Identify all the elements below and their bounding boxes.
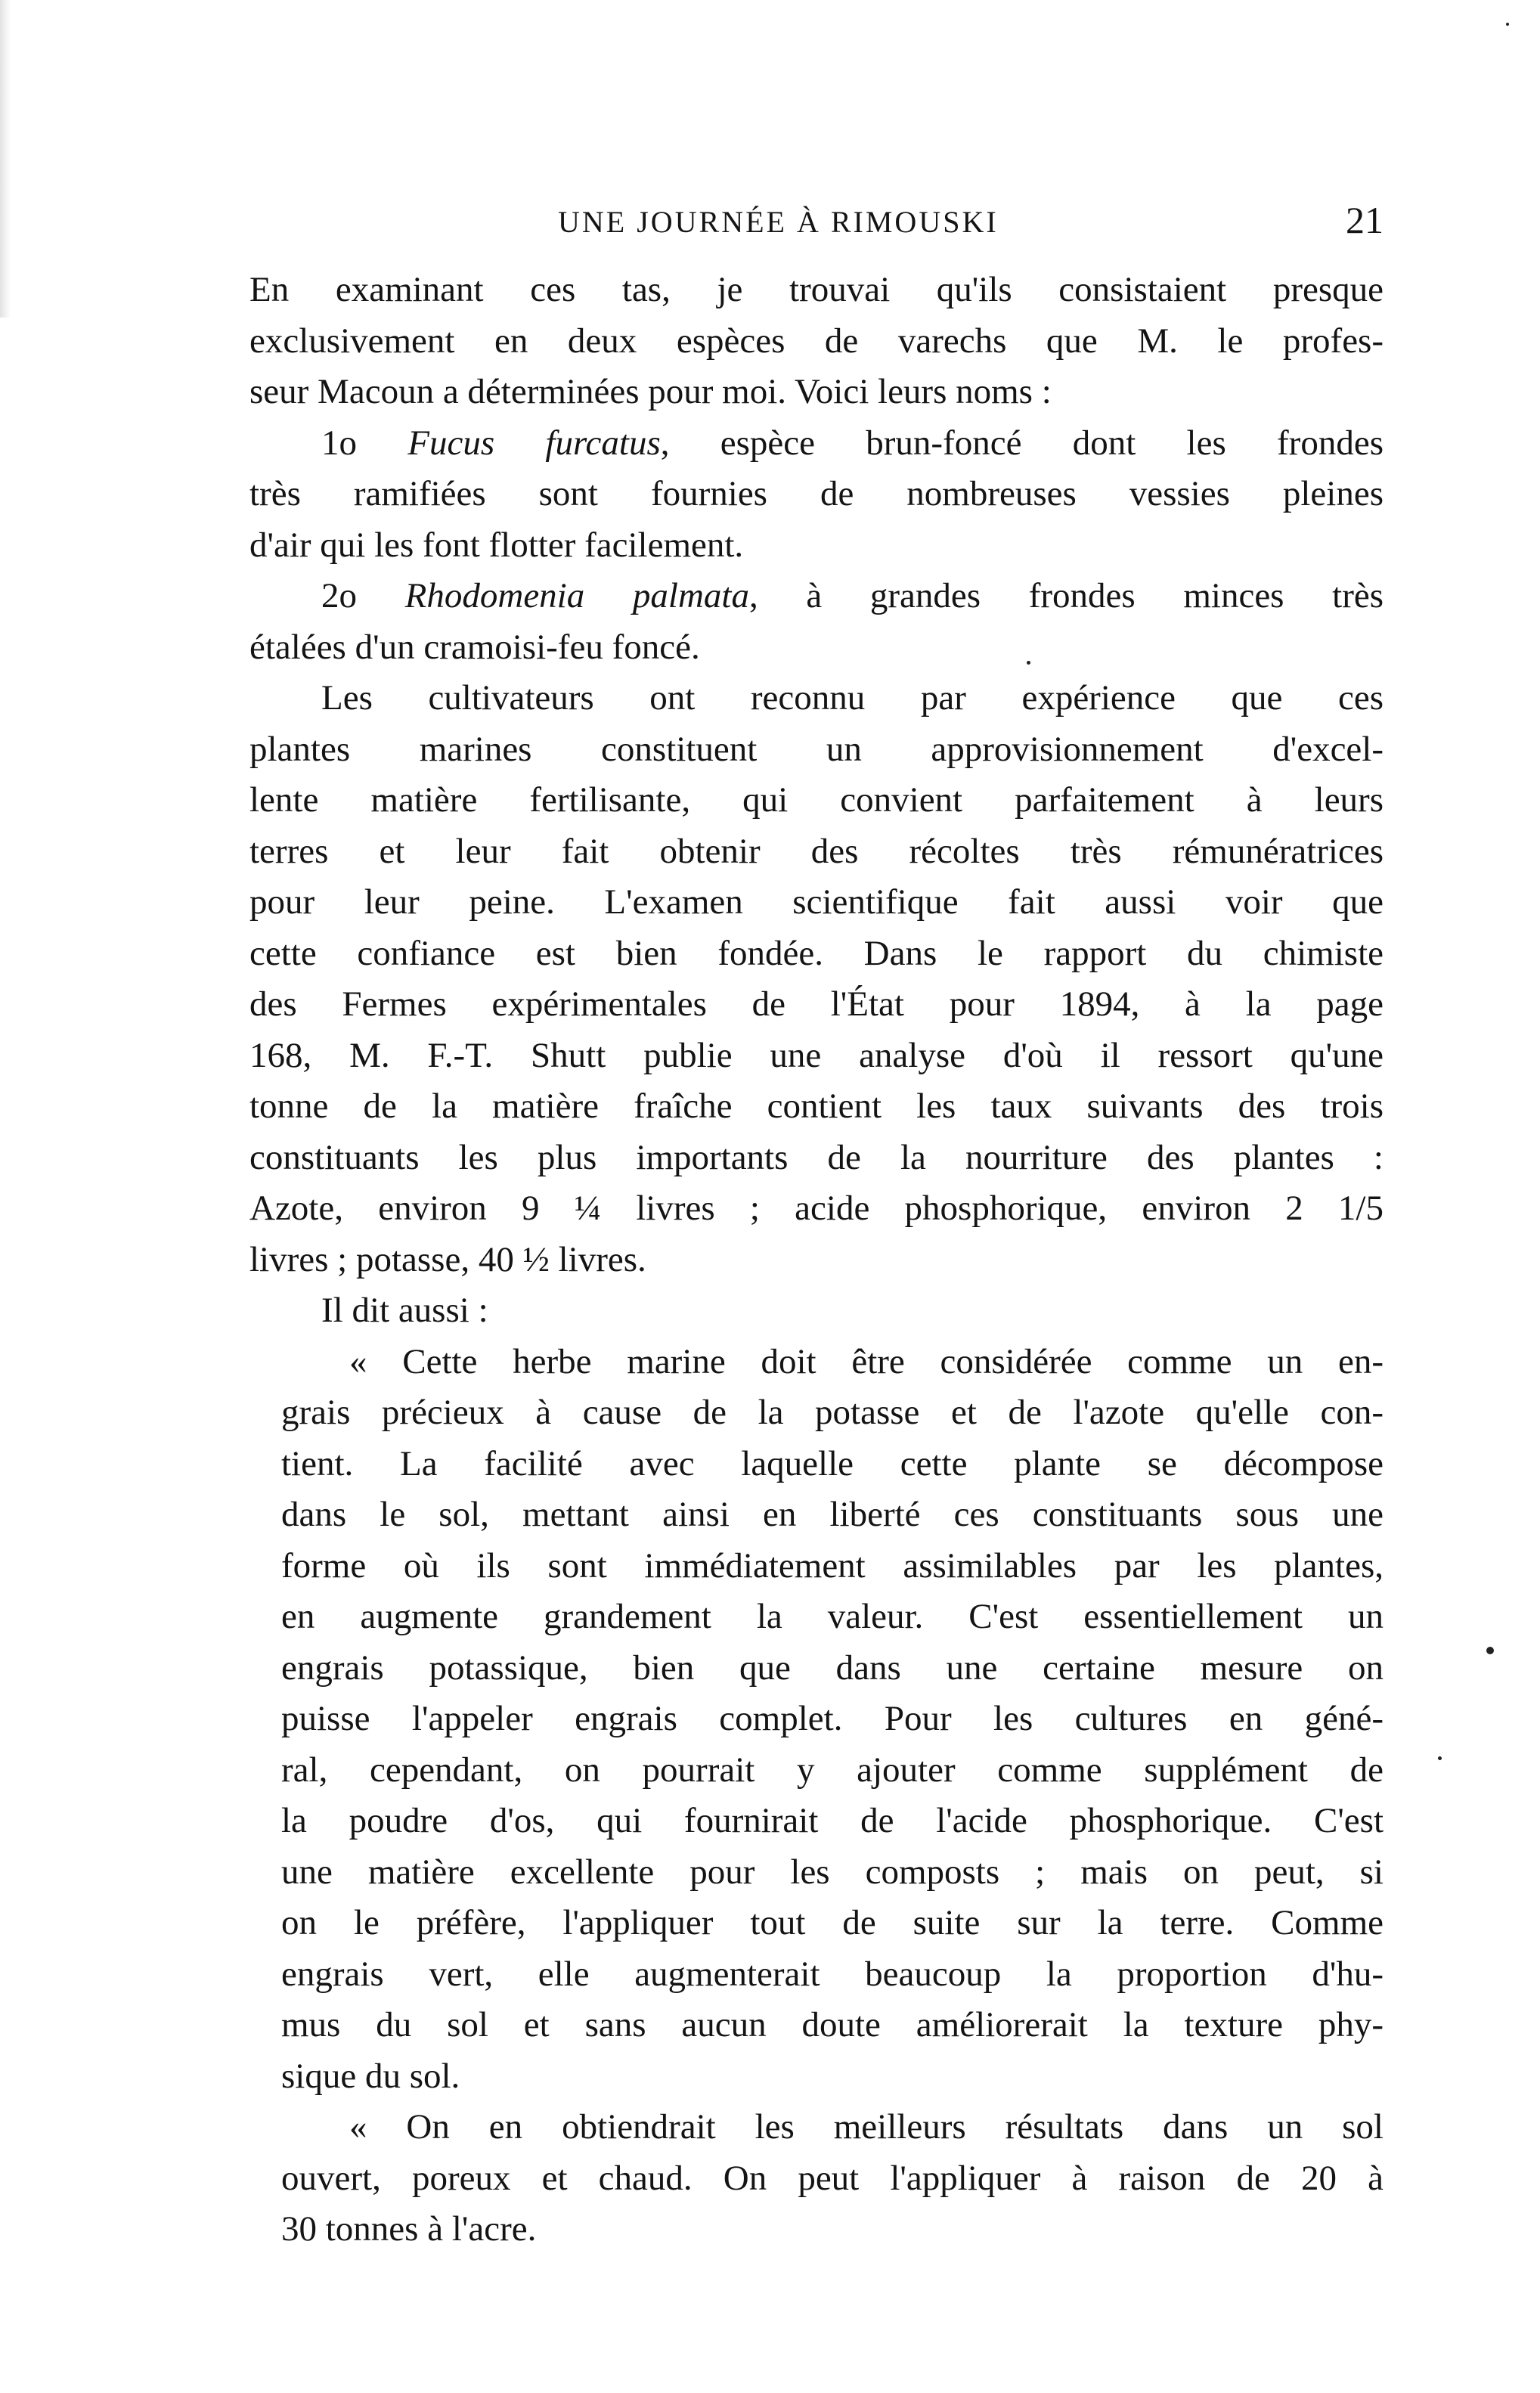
ink-speck xyxy=(1027,661,1030,665)
text-line: ral, cependant, on pourrait y ajouter comme supplément de xyxy=(281,1750,1384,1790)
text-line: on le préfère, l'appliquer tout de suite sur la terre. Comme xyxy=(281,1903,1384,1942)
running-title: UNE JOURNÉE À RIMOUSKI xyxy=(558,205,999,239)
text-line: en augmente grandement la valeur. C'est essentiellement un xyxy=(281,1597,1384,1636)
text-line: forme où ils sont immédiatement assimilables par les plantes, xyxy=(281,1545,1384,1586)
text-line: livres ; potasse, 40 ½ livres. xyxy=(249,1239,646,1279)
text-line: Il dit aussi : xyxy=(321,1291,488,1330)
text-line: dans le sol, mettant ainsi en liberté ces constituants sous une xyxy=(281,1495,1384,1534)
text-line: 168, M. F.-T. Shutt publie une analyse d'où il ressort qu'une xyxy=(249,1035,1384,1075)
text-line: pour leur peine. L'examen scientifique fait aussi voir que xyxy=(249,882,1384,922)
text-line: des Fermes expérimentales de l'État pour 1894, à la page xyxy=(249,984,1384,1024)
text-line: En examinant ces tas, je trouvai qu'ils consistaient presque xyxy=(249,270,1384,309)
text-line: engrais potassique, bien que dans une certaine mesure on xyxy=(281,1648,1384,1688)
text-line: 30 tonnes à l'acre. xyxy=(281,2209,537,2249)
text-line: puisse l'appeler engrais complet. Pour les cultures en géné- xyxy=(281,1699,1384,1738)
ink-speck xyxy=(1506,23,1509,26)
quotation-block xyxy=(281,1337,1384,2255)
text-line: « On en obtiendrait les meilleurs résultats dans un sol xyxy=(349,2107,1384,2147)
text-line: mus du sol et sans aucun doute améliorerait la texture phy- xyxy=(281,2005,1384,2044)
page-header xyxy=(249,198,1384,243)
text-line: lente matière fertilisante, qui convient parfaitement à leurs xyxy=(249,780,1384,820)
species-name: Rhodomenia palmata xyxy=(404,576,749,615)
text-line: exclusivement en deux espèces de varechs que M. le profes- xyxy=(249,321,1384,361)
page-number: 21 xyxy=(1346,199,1384,241)
text-line: sique du sol. xyxy=(281,2056,460,2096)
text-line: très ramifiées sont fournies de nombreuses vessies pleines xyxy=(249,474,1384,513)
scan-edge-shadow xyxy=(0,0,11,318)
text-line: constituants les plus importants de la nourriture des plantes : xyxy=(249,1137,1384,1177)
text-line: engrais vert, elle augmenterait beaucoup la proportion d'hu- xyxy=(281,1954,1384,1994)
text-line: tient. La facilité avec laquelle cette plante se décompose xyxy=(281,1443,1384,1483)
text-line: ouvert, poreux et chaud. On peut l'appliquer à raison de 20 à xyxy=(281,2158,1384,2198)
text-line: 1o Fucus furcatus, espèce brun-foncé dont les frondes xyxy=(321,423,1384,463)
text-line: une matière excellente pour les composts ; mais on peut, si xyxy=(281,1852,1384,1892)
text-line: plantes marines constituent un approvisionnement d'excel- xyxy=(249,729,1384,769)
ink-speck xyxy=(1486,1647,1494,1654)
text-line: la poudre d'os, qui fournirait de l'acide phosphorique. C'est xyxy=(281,1801,1384,1840)
text-line: Les cultivateurs ont reconnu par expérience que ces xyxy=(321,678,1384,718)
text-line: étalées d'un cramoisi-feu foncé. xyxy=(249,627,700,667)
text-line: 2o Rhodomenia palmata, à grandes frondes minces très xyxy=(321,576,1384,615)
body-text xyxy=(249,265,1384,2255)
text-line: Azote, environ 9 ¼ livres ; acide phosphorique, environ 2 1/5 xyxy=(249,1189,1384,1228)
text-line: « Cette herbe marine doit être considérée comme un en- xyxy=(349,1341,1384,1381)
text-line: grais précieux à cause de la potasse et de l'azote qu'elle con- xyxy=(281,1393,1384,1432)
text-line: cette confiance est bien fondée. Dans le rapport du chimiste xyxy=(249,933,1384,973)
species-name: Fucus furcatus xyxy=(407,423,661,463)
text-line: d'air qui les font flotter facilement. xyxy=(249,525,744,565)
text-line: terres et leur fait obtenir des récoltes très rémunératrices xyxy=(249,831,1384,871)
text-line: seur Macoun a déterminées pour moi. Voici leurs noms : xyxy=(249,372,1052,411)
text-line: tonne de la matière fraîche contient les taux suivants des trois xyxy=(249,1086,1384,1126)
ink-speck xyxy=(1438,1756,1442,1760)
